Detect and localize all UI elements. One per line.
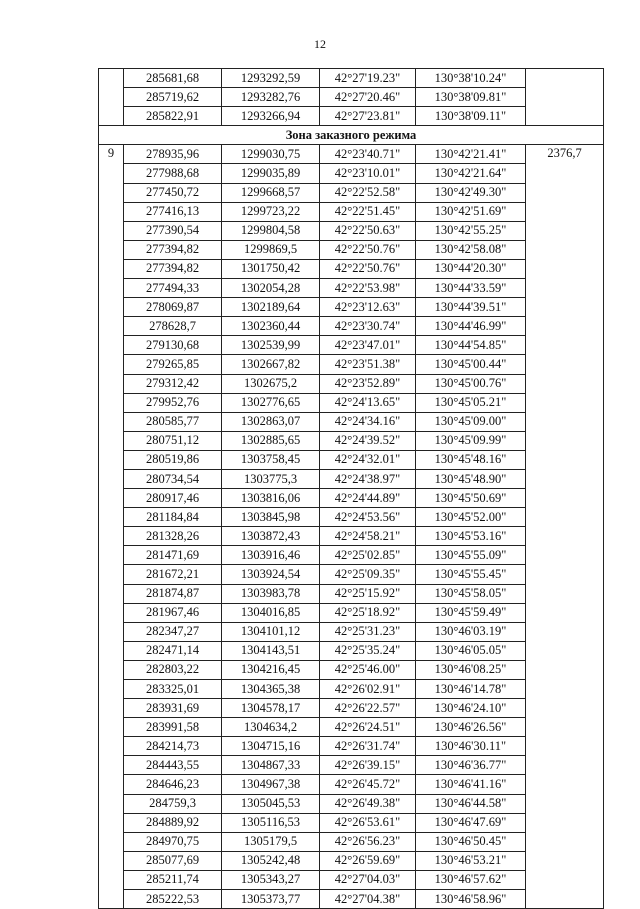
latitude-cell: 42°26'45.72" (320, 775, 416, 794)
x-coordinate-cell: 282347,27 (124, 622, 222, 641)
latitude-cell: 42°26'56.23" (320, 832, 416, 851)
latitude-cell: 42°24'13.65" (320, 393, 416, 412)
latitude-cell: 42°23'52.89" (320, 374, 416, 393)
y-coordinate-cell: 1304715,16 (222, 737, 320, 756)
latitude-cell: 42°26'39.15" (320, 756, 416, 775)
longitude-cell: 130°45'09.99" (416, 431, 526, 450)
latitude-cell: 42°23'51.38" (320, 355, 416, 374)
x-coordinate-cell: 285211,74 (124, 870, 222, 889)
longitude-cell: 130°44'20.30" (416, 259, 526, 278)
latitude-cell: 42°22'50.76" (320, 240, 416, 259)
x-coordinate-cell: 281672,21 (124, 565, 222, 584)
x-coordinate-cell: 277394,82 (124, 240, 222, 259)
x-coordinate-cell: 285681,68 (124, 69, 222, 88)
x-coordinate-cell: 279130,68 (124, 336, 222, 355)
latitude-cell: 42°22'52.58" (320, 183, 416, 202)
y-coordinate-cell: 1304016,85 (222, 603, 320, 622)
longitude-cell: 130°38'09.81" (416, 88, 526, 107)
longitude-cell: 130°46'44.58" (416, 794, 526, 813)
zone-title-row (99, 126, 604, 145)
longitude-cell: 130°45'00.44" (416, 355, 526, 374)
longitude-cell: 130°42'51.69" (416, 202, 526, 221)
zone-title: Зона заказного режима (99, 126, 604, 145)
longitude-cell: 130°46'03.19" (416, 622, 526, 641)
y-coordinate-cell: 1293292,59 (222, 69, 320, 88)
x-coordinate-cell: 284214,73 (124, 737, 222, 756)
latitude-cell: 42°26'02.91" (320, 680, 416, 699)
x-coordinate-cell: 283991,58 (124, 718, 222, 737)
longitude-cell: 130°46'41.16" (416, 775, 526, 794)
latitude-cell: 42°26'31.74" (320, 737, 416, 756)
x-coordinate-cell: 281471,69 (124, 546, 222, 565)
y-coordinate-cell: 1303872,43 (222, 527, 320, 546)
y-coordinate-cell: 1304143,51 (222, 641, 320, 660)
latitude-cell: 42°26'24.51" (320, 718, 416, 737)
y-coordinate-cell: 1304634,2 (222, 718, 320, 737)
x-coordinate-cell: 284889,92 (124, 813, 222, 832)
latitude-cell: 42°24'38.97" (320, 469, 416, 488)
longitude-cell: 130°46'57.62" (416, 870, 526, 889)
longitude-cell: 130°45'52.00" (416, 508, 526, 527)
x-coordinate-cell: 277988,68 (124, 164, 222, 183)
longitude-cell: 130°44'33.59" (416, 279, 526, 298)
longitude-cell: 130°46'26.56" (416, 718, 526, 737)
x-coordinate-cell: 277494,33 (124, 279, 222, 298)
number-cell-empty (99, 69, 124, 126)
x-coordinate-cell: 278935,96 (124, 145, 222, 164)
x-coordinate-cell: 278069,87 (124, 298, 222, 317)
page-number: 12 (314, 37, 326, 51)
y-coordinate-cell: 1302360,44 (222, 317, 320, 336)
latitude-cell: 42°23'40.71" (320, 145, 416, 164)
longitude-cell: 130°46'08.25" (416, 660, 526, 679)
longitude-cell: 130°46'53.21" (416, 851, 526, 870)
y-coordinate-cell: 1293266,94 (222, 107, 320, 126)
latitude-cell: 42°27'23.81" (320, 107, 416, 126)
latitude-cell: 42°27'20.46" (320, 88, 416, 107)
area-cell-empty (526, 69, 604, 126)
latitude-cell: 42°26'49.38" (320, 794, 416, 813)
x-coordinate-cell: 282471,14 (124, 641, 222, 660)
longitude-cell: 130°45'58.05" (416, 584, 526, 603)
y-coordinate-cell: 1305343,27 (222, 870, 320, 889)
longitude-cell: 130°38'09.11" (416, 107, 526, 126)
longitude-cell: 130°46'05.05" (416, 641, 526, 660)
longitude-cell: 130°46'36.77" (416, 756, 526, 775)
longitude-cell: 130°42'58.08" (416, 240, 526, 259)
longitude-cell: 130°42'21.41" (416, 145, 526, 164)
longitude-cell: 130°44'46.99" (416, 317, 526, 336)
longitude-cell: 130°45'50.69" (416, 489, 526, 508)
table-row (99, 69, 604, 88)
x-coordinate-cell: 282803,22 (124, 660, 222, 679)
y-coordinate-cell: 1304101,12 (222, 622, 320, 641)
y-coordinate-cell: 1303845,98 (222, 508, 320, 527)
x-coordinate-cell: 279265,85 (124, 355, 222, 374)
x-coordinate-cell: 279952,76 (124, 393, 222, 412)
latitude-cell: 42°24'32.01" (320, 450, 416, 469)
y-coordinate-cell: 1304216,45 (222, 660, 320, 679)
x-coordinate-cell: 285222,53 (124, 890, 222, 909)
x-coordinate-cell: 281874,87 (124, 584, 222, 603)
longitude-cell: 130°42'21.64" (416, 164, 526, 183)
y-coordinate-cell: 1304365,38 (222, 680, 320, 699)
longitude-cell: 130°46'30.11" (416, 737, 526, 756)
latitude-cell: 42°24'44.89" (320, 489, 416, 508)
table-row (99, 145, 604, 164)
longitude-cell: 130°45'59.49" (416, 603, 526, 622)
latitude-cell: 42°26'53.61" (320, 813, 416, 832)
latitude-cell: 42°23'12.63" (320, 298, 416, 317)
y-coordinate-cell: 1302776,65 (222, 393, 320, 412)
y-coordinate-cell: 1303916,46 (222, 546, 320, 565)
y-coordinate-cell: 1302675,2 (222, 374, 320, 393)
longitude-cell: 130°46'47.69" (416, 813, 526, 832)
longitude-cell: 130°46'24.10" (416, 699, 526, 718)
latitude-cell: 42°22'50.63" (320, 221, 416, 240)
x-coordinate-cell: 277450,72 (124, 183, 222, 202)
longitude-cell: 130°44'54.85" (416, 336, 526, 355)
y-coordinate-cell: 1302863,07 (222, 412, 320, 431)
longitude-cell: 130°42'49.30" (416, 183, 526, 202)
x-coordinate-cell: 284759,3 (124, 794, 222, 813)
latitude-cell: 42°25'31.23" (320, 622, 416, 641)
latitude-cell: 42°25'35.24" (320, 641, 416, 660)
y-coordinate-cell: 1299030,75 (222, 145, 320, 164)
x-coordinate-cell: 280734,54 (124, 469, 222, 488)
y-coordinate-cell: 1303924,54 (222, 565, 320, 584)
y-coordinate-cell: 1299035,89 (222, 164, 320, 183)
zone-number: 9 (99, 145, 124, 909)
y-coordinate-cell: 1302667,82 (222, 355, 320, 374)
latitude-cell: 42°25'09.35" (320, 565, 416, 584)
longitude-cell: 130°45'09.00" (416, 412, 526, 431)
y-coordinate-cell: 1302885,65 (222, 431, 320, 450)
y-coordinate-cell: 1305373,77 (222, 890, 320, 909)
latitude-cell: 42°25'02.85" (320, 546, 416, 565)
latitude-cell: 42°27'04.38" (320, 890, 416, 909)
x-coordinate-cell: 280751,12 (124, 431, 222, 450)
x-coordinate-cell: 277394,82 (124, 259, 222, 278)
y-coordinate-cell: 1301750,42 (222, 259, 320, 278)
latitude-cell: 42°22'53.98" (320, 279, 416, 298)
latitude-cell: 42°22'51.45" (320, 202, 416, 221)
latitude-cell: 42°27'04.03" (320, 870, 416, 889)
longitude-cell: 130°46'14.78" (416, 680, 526, 699)
latitude-cell: 42°25'18.92" (320, 603, 416, 622)
latitude-cell: 42°23'30.74" (320, 317, 416, 336)
y-coordinate-cell: 1293282,76 (222, 88, 320, 107)
y-coordinate-cell: 1305116,53 (222, 813, 320, 832)
x-coordinate-cell: 277390,54 (124, 221, 222, 240)
longitude-cell: 130°44'39.51" (416, 298, 526, 317)
x-coordinate-cell: 281328,26 (124, 527, 222, 546)
latitude-cell: 42°24'34.16" (320, 412, 416, 431)
longitude-cell: 130°45'00.76" (416, 374, 526, 393)
longitude-cell: 130°45'48.16" (416, 450, 526, 469)
y-coordinate-cell: 1305242,48 (222, 851, 320, 870)
longitude-cell: 130°42'55.25" (416, 221, 526, 240)
x-coordinate-cell: 280519,86 (124, 450, 222, 469)
x-coordinate-cell: 280917,46 (124, 489, 222, 508)
x-coordinate-cell: 278628,7 (124, 317, 222, 336)
y-coordinate-cell: 1303983,78 (222, 584, 320, 603)
longitude-cell: 130°46'58.96" (416, 890, 526, 909)
longitude-cell: 130°45'55.09" (416, 546, 526, 565)
longitude-cell: 130°45'48.90" (416, 469, 526, 488)
latitude-cell: 42°26'22.57" (320, 699, 416, 718)
latitude-cell: 42°22'50.76" (320, 259, 416, 278)
y-coordinate-cell: 1304867,33 (222, 756, 320, 775)
longitude-cell: 130°38'10.24" (416, 69, 526, 88)
y-coordinate-cell: 1299723,22 (222, 202, 320, 221)
latitude-cell: 42°23'10.01" (320, 164, 416, 183)
longitude-cell: 130°45'53.16" (416, 527, 526, 546)
x-coordinate-cell: 284646,23 (124, 775, 222, 794)
x-coordinate-cell: 284970,75 (124, 832, 222, 851)
y-coordinate-cell: 1303816,06 (222, 489, 320, 508)
x-coordinate-cell: 285822,91 (124, 107, 222, 126)
coordinates-table (98, 68, 604, 909)
latitude-cell: 42°23'47.01" (320, 336, 416, 355)
y-coordinate-cell: 1305045,53 (222, 794, 320, 813)
y-coordinate-cell: 1304967,38 (222, 775, 320, 794)
latitude-cell: 42°27'19.23" (320, 69, 416, 88)
y-coordinate-cell: 1303758,45 (222, 450, 320, 469)
y-coordinate-cell: 1299668,57 (222, 183, 320, 202)
longitude-cell: 130°46'50.45" (416, 832, 526, 851)
latitude-cell: 42°24'53.56" (320, 508, 416, 527)
x-coordinate-cell: 283931,69 (124, 699, 222, 718)
x-coordinate-cell: 285077,69 (124, 851, 222, 870)
x-coordinate-cell: 280585,77 (124, 412, 222, 431)
y-coordinate-cell: 1305179,5 (222, 832, 320, 851)
latitude-cell: 42°24'39.52" (320, 431, 416, 450)
x-coordinate-cell: 279312,42 (124, 374, 222, 393)
latitude-cell: 42°25'46.00" (320, 660, 416, 679)
x-coordinate-cell: 285719,62 (124, 88, 222, 107)
y-coordinate-cell: 1303775,3 (222, 469, 320, 488)
x-coordinate-cell: 281184,84 (124, 508, 222, 527)
longitude-cell: 130°45'05.21" (416, 393, 526, 412)
y-coordinate-cell: 1299804,58 (222, 221, 320, 240)
y-coordinate-cell: 1302054,28 (222, 279, 320, 298)
y-coordinate-cell: 1299869,5 (222, 240, 320, 259)
latitude-cell: 42°25'15.92" (320, 584, 416, 603)
x-coordinate-cell: 283325,01 (124, 680, 222, 699)
coordinates-table-body (99, 69, 604, 909)
latitude-cell: 42°24'58.21" (320, 527, 416, 546)
longitude-cell: 130°45'55.45" (416, 565, 526, 584)
x-coordinate-cell: 281967,46 (124, 603, 222, 622)
x-coordinate-cell: 284443,55 (124, 756, 222, 775)
latitude-cell: 42°26'59.69" (320, 851, 416, 870)
zone-area: 2376,7 (526, 145, 604, 909)
y-coordinate-cell: 1302539,99 (222, 336, 320, 355)
y-coordinate-cell: 1302189,64 (222, 298, 320, 317)
y-coordinate-cell: 1304578,17 (222, 699, 320, 718)
x-coordinate-cell: 277416,13 (124, 202, 222, 221)
